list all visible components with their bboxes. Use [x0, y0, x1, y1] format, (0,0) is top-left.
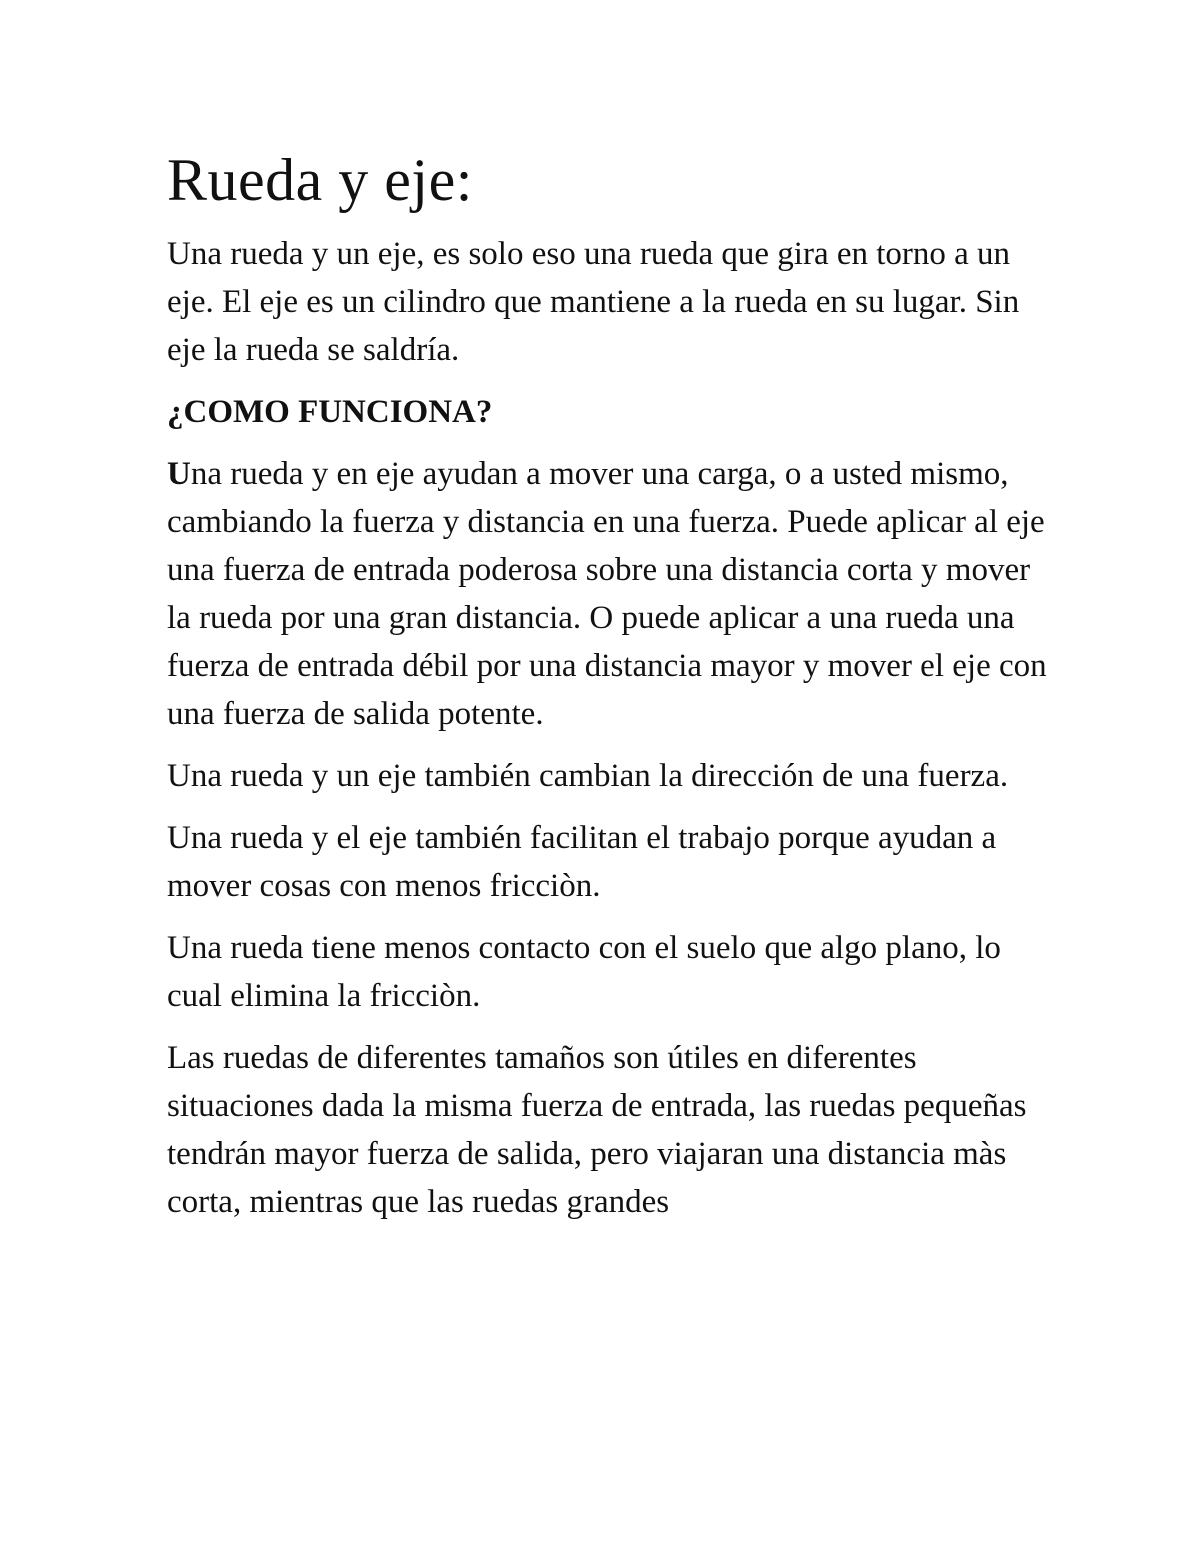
document-title: Rueda y eje: — [167, 147, 473, 213]
drop-initial: U — [167, 456, 191, 492]
paragraph-direction: Una rueda y un eje también cambian la dirección de una fuerza. — [167, 758, 1009, 794]
intro-paragraph: Una rueda y un eje, es solo eso una rueda que gira en torno a un eje. El eje es un cilindro que mantiene a la rueda en su lugar. Sin eje la rueda se saldría. — [167, 236, 1020, 368]
how-it-works-text: na rueda y en eje ayudan a mover una carga, o a usted mismo, cambiando la fuerza y distancia en una fuerza. Puede aplicar al eje una fuerza de entrada poderosa sobre una distancia corta y mover la rueda por una gran distancia. O puede aplicar a una rueda una fuerza de entrada débil por una distancia mayor y mover el eje con una fuerza de salida potente. — [167, 456, 1047, 732]
document-page — [167, 140, 1047, 1240]
paragraph-friction-work: Una rueda y el eje también facilitan el trabajo porque ayudan a mover cosas con menos fricciòn. — [167, 820, 997, 904]
section-heading: ¿COMO FUNCIONA? — [167, 394, 493, 430]
how-it-works-paragraph — [167, 450, 1047, 738]
paragraph-contact: Una rueda tiene menos contacto con el suelo que algo plano, lo cual elimina la fricciòn. — [167, 930, 1001, 1014]
paragraph-sizes: Las ruedas de diferentes tamaños son útiles en diferentes situaciones dada la misma fuerza de entrada, las ruedas pequeñas tendrán mayor fuerza de salida, pero viajaran una distancia màs corta, mientras que las ruedas grandes — [167, 1040, 1027, 1220]
